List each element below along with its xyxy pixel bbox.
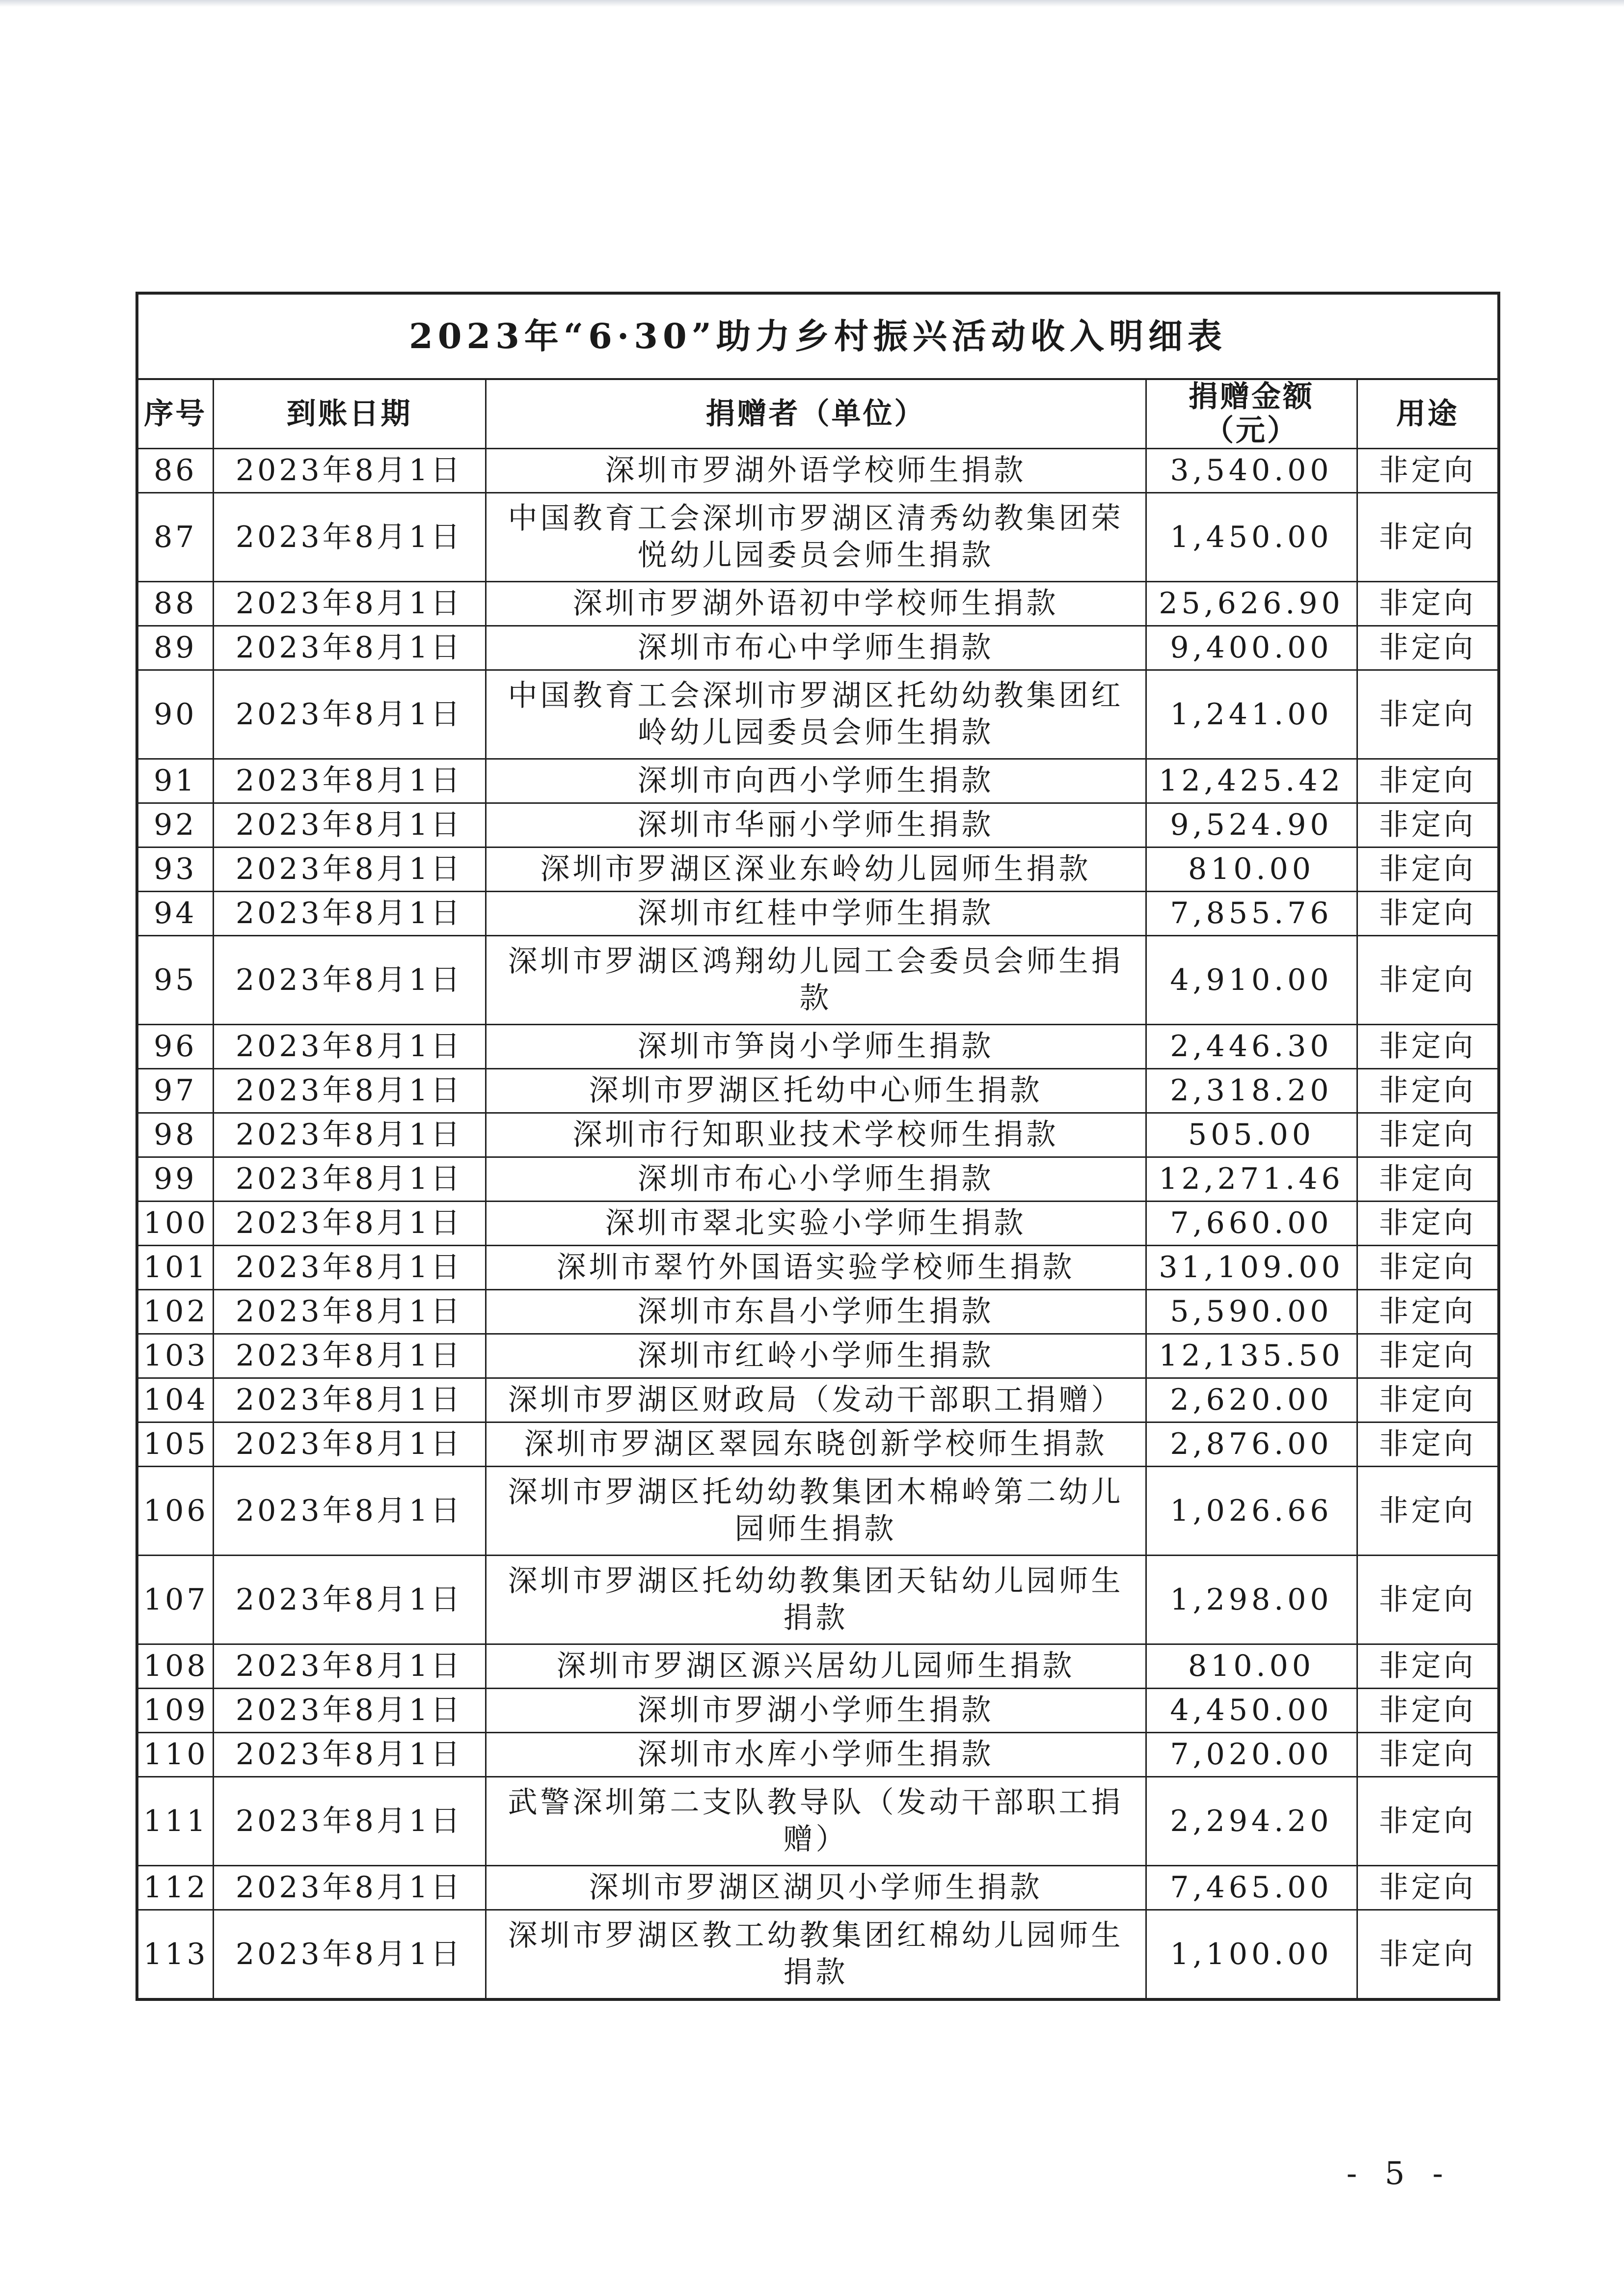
amount-cell: 5,590.00 <box>1146 1290 1357 1334</box>
amount-cell: 4,910.00 <box>1146 936 1357 1025</box>
amount-cell: 2,876.00 <box>1146 1422 1357 1467</box>
donor-cell: 深圳市红岭小学师生捐款 <box>486 1334 1146 1378</box>
row-number-cell: 110 <box>137 1733 213 1777</box>
row-number-cell: 88 <box>137 582 213 626</box>
table-row <box>137 626 1499 670</box>
table-row <box>137 847 1499 892</box>
date-cell: 2023年8月1日 <box>213 1910 486 2000</box>
date-cell: 2023年8月1日 <box>213 1290 486 1334</box>
usage-cell: 非定向 <box>1357 1733 1499 1777</box>
table-row <box>137 936 1499 1025</box>
row-number-cell: 98 <box>137 1113 213 1157</box>
date-cell: 2023年8月1日 <box>213 1777 486 1866</box>
usage-cell: 非定向 <box>1357 1689 1499 1733</box>
donor-cell: 深圳市罗湖小学师生捐款 <box>486 1689 1146 1733</box>
amount-cell: 12,425.42 <box>1146 759 1357 803</box>
date-cell: 2023年8月1日 <box>213 1334 486 1378</box>
row-number-cell: 92 <box>137 803 213 847</box>
donor-cell: 深圳市布心小学师生捐款 <box>486 1157 1146 1202</box>
row-number-cell: 99 <box>137 1157 213 1202</box>
column-header-date: 到账日期 <box>213 379 486 449</box>
donor-cell: 深圳市红桂中学师生捐款 <box>486 892 1146 936</box>
row-number-cell: 86 <box>137 449 213 493</box>
date-cell: 2023年8月1日 <box>213 1069 486 1113</box>
date-cell: 2023年8月1日 <box>213 1733 486 1777</box>
amount-cell: 9,400.00 <box>1146 626 1357 670</box>
row-number-cell: 93 <box>137 847 213 892</box>
usage-cell: 非定向 <box>1357 1246 1499 1290</box>
donor-cell: 深圳市华丽小学师生捐款 <box>486 803 1146 847</box>
usage-cell: 非定向 <box>1357 1290 1499 1334</box>
row-number-cell: 105 <box>137 1422 213 1467</box>
row-number-cell: 103 <box>137 1334 213 1378</box>
donor-cell: 深圳市罗湖区深业东岭幼儿园师生捐款 <box>486 847 1146 892</box>
amount-cell: 505.00 <box>1146 1113 1357 1157</box>
table-row <box>137 1689 1499 1733</box>
table-row <box>137 449 1499 493</box>
donor-cell: 深圳市罗湖区翠园东晓创新学校师生捐款 <box>486 1422 1146 1467</box>
table-row <box>137 1334 1499 1378</box>
usage-cell: 非定向 <box>1357 803 1499 847</box>
date-cell: 2023年8月1日 <box>213 493 486 582</box>
scan-edge <box>0 0 1624 7</box>
amount-cell: 1,298.00 <box>1146 1556 1357 1644</box>
table-row <box>137 1556 1499 1644</box>
usage-cell: 非定向 <box>1357 582 1499 626</box>
donor-cell: 深圳市向西小学师生捐款 <box>486 759 1146 803</box>
column-header-donor: 捐赠者（单位） <box>486 379 1146 449</box>
column-header-amount: 捐赠金额（元） <box>1146 379 1357 449</box>
table-row <box>137 1733 1499 1777</box>
row-number-cell: 101 <box>137 1246 213 1290</box>
donor-cell: 深圳市罗湖区财政局（发动干部职工捐赠） <box>486 1378 1146 1422</box>
row-number-cell: 108 <box>137 1644 213 1689</box>
usage-cell: 非定向 <box>1357 1422 1499 1467</box>
date-cell: 2023年8月1日 <box>213 582 486 626</box>
donor-cell: 深圳市罗湖外语学校师生捐款 <box>486 449 1146 493</box>
table-row <box>137 1069 1499 1113</box>
usage-cell: 非定向 <box>1357 449 1499 493</box>
date-cell: 2023年8月1日 <box>213 1644 486 1689</box>
donor-cell: 深圳市东昌小学师生捐款 <box>486 1290 1146 1334</box>
donor-cell: 深圳市罗湖外语初中学校师生捐款 <box>486 582 1146 626</box>
date-cell: 2023年8月1日 <box>213 1422 486 1467</box>
row-number-cell: 87 <box>137 493 213 582</box>
usage-cell: 非定向 <box>1357 1910 1499 2000</box>
table-row <box>137 1777 1499 1866</box>
usage-cell: 非定向 <box>1357 1556 1499 1644</box>
usage-cell: 非定向 <box>1357 847 1499 892</box>
row-number-cell: 112 <box>137 1866 213 1910</box>
usage-cell: 非定向 <box>1357 759 1499 803</box>
date-cell: 2023年8月1日 <box>213 1246 486 1290</box>
amount-cell: 1,241.00 <box>1146 670 1357 759</box>
table-row <box>137 1467 1499 1556</box>
donor-cell: 深圳市行知职业技术学校师生捐款 <box>486 1113 1146 1157</box>
usage-cell: 非定向 <box>1357 1334 1499 1378</box>
usage-cell: 非定向 <box>1357 493 1499 582</box>
table-row <box>137 582 1499 626</box>
date-cell: 2023年8月1日 <box>213 1025 486 1069</box>
row-number-cell: 104 <box>137 1378 213 1422</box>
usage-cell: 非定向 <box>1357 1777 1499 1866</box>
donor-cell: 深圳市罗湖区托幼幼教集团天钻幼儿园师生捐款 <box>486 1556 1146 1644</box>
amount-cell: 4,450.00 <box>1146 1689 1357 1733</box>
date-cell: 2023年8月1日 <box>213 1866 486 1910</box>
usage-cell: 非定向 <box>1357 936 1499 1025</box>
donor-cell: 深圳市翠竹外国语实验学校师生捐款 <box>486 1246 1146 1290</box>
amount-cell: 810.00 <box>1146 1644 1357 1689</box>
date-cell: 2023年8月1日 <box>213 936 486 1025</box>
usage-cell: 非定向 <box>1357 670 1499 759</box>
amount-cell: 1,100.00 <box>1146 1910 1357 2000</box>
table-row <box>137 1157 1499 1202</box>
column-header-no: 序号 <box>137 379 213 449</box>
table-row <box>137 670 1499 759</box>
usage-cell: 非定向 <box>1357 1157 1499 1202</box>
amount-cell: 1,450.00 <box>1146 493 1357 582</box>
row-number-cell: 100 <box>137 1202 213 1246</box>
date-cell: 2023年8月1日 <box>213 1157 486 1202</box>
donor-cell: 深圳市水库小学师生捐款 <box>486 1733 1146 1777</box>
usage-cell: 非定向 <box>1357 1025 1499 1069</box>
usage-cell: 非定向 <box>1357 626 1499 670</box>
row-number-cell: 90 <box>137 670 213 759</box>
date-cell: 2023年8月1日 <box>213 1202 486 1246</box>
amount-cell: 9,524.90 <box>1146 803 1357 847</box>
amount-cell: 2,318.20 <box>1146 1069 1357 1113</box>
donor-cell: 深圳市罗湖区托幼幼教集团木棉岭第二幼儿园师生捐款 <box>486 1467 1146 1556</box>
date-cell: 2023年8月1日 <box>213 1556 486 1644</box>
row-number-cell: 95 <box>137 936 213 1025</box>
row-number-cell: 94 <box>137 892 213 936</box>
page-number: - 5 - <box>1346 2156 1452 2192</box>
usage-cell: 非定向 <box>1357 1866 1499 1910</box>
amount-cell: 2,294.20 <box>1146 1777 1357 1866</box>
date-cell: 2023年8月1日 <box>213 670 486 759</box>
amount-cell: 2,446.30 <box>1146 1025 1357 1069</box>
donor-cell: 深圳市罗湖区湖贝小学师生捐款 <box>486 1866 1146 1910</box>
row-number-cell: 113 <box>137 1910 213 2000</box>
donor-cell: 深圳市笋岗小学师生捐款 <box>486 1025 1146 1069</box>
date-cell: 2023年8月1日 <box>213 1113 486 1157</box>
table-title: 2023年“6·30”助力乡村振兴活动收入明细表 <box>137 293 1499 379</box>
amount-cell: 3,540.00 <box>1146 449 1357 493</box>
date-cell: 2023年8月1日 <box>213 1689 486 1733</box>
usage-cell: 非定向 <box>1357 1069 1499 1113</box>
row-number-cell: 89 <box>137 626 213 670</box>
table-row <box>137 803 1499 847</box>
usage-cell: 非定向 <box>1357 892 1499 936</box>
row-number-cell: 91 <box>137 759 213 803</box>
date-cell: 2023年8月1日 <box>213 1378 486 1422</box>
table-body <box>137 449 1499 2000</box>
donor-cell: 武警深圳第二支队教导队（发动干部职工捐赠） <box>486 1777 1146 1866</box>
amount-cell: 31,109.00 <box>1146 1246 1357 1290</box>
usage-cell: 非定向 <box>1357 1378 1499 1422</box>
donor-cell: 深圳市布心中学师生捐款 <box>486 626 1146 670</box>
row-number-cell: 102 <box>137 1290 213 1334</box>
amount-cell: 810.00 <box>1146 847 1357 892</box>
table-row <box>137 1866 1499 1910</box>
amount-cell: 7,020.00 <box>1146 1733 1357 1777</box>
date-cell: 2023年8月1日 <box>213 803 486 847</box>
income-detail-table <box>135 292 1500 2001</box>
date-cell: 2023年8月1日 <box>213 626 486 670</box>
date-cell: 2023年8月1日 <box>213 449 486 493</box>
amount-cell: 12,135.50 <box>1146 1334 1357 1378</box>
row-number-cell: 106 <box>137 1467 213 1556</box>
table-row <box>137 1290 1499 1334</box>
donor-cell: 深圳市罗湖区鸿翔幼儿园工会委员会师生捐款 <box>486 936 1146 1025</box>
table-row <box>137 493 1499 582</box>
donor-cell: 中国教育工会深圳市罗湖区托幼幼教集团红岭幼儿园委员会师生捐款 <box>486 670 1146 759</box>
table-row <box>137 1910 1499 2000</box>
table-row <box>137 892 1499 936</box>
table-row <box>137 1113 1499 1157</box>
donor-cell: 深圳市罗湖区教工幼教集团红棉幼儿园师生捐款 <box>486 1910 1146 2000</box>
amount-cell: 1,026.66 <box>1146 1467 1357 1556</box>
row-number-cell: 96 <box>137 1025 213 1069</box>
column-header-usage: 用途 <box>1357 379 1499 449</box>
table-row <box>137 1202 1499 1246</box>
table-row <box>137 1246 1499 1290</box>
table-row <box>137 1422 1499 1467</box>
date-cell: 2023年8月1日 <box>213 759 486 803</box>
date-cell: 2023年8月1日 <box>213 847 486 892</box>
donor-cell: 深圳市罗湖区托幼中心师生捐款 <box>486 1069 1146 1113</box>
date-cell: 2023年8月1日 <box>213 892 486 936</box>
donor-cell: 深圳市翠北实验小学师生捐款 <box>486 1202 1146 1246</box>
amount-cell: 25,626.90 <box>1146 582 1357 626</box>
row-number-cell: 97 <box>137 1069 213 1113</box>
amount-cell: 12,271.46 <box>1146 1157 1357 1202</box>
usage-cell: 非定向 <box>1357 1467 1499 1556</box>
amount-cell: 7,660.00 <box>1146 1202 1357 1246</box>
amount-cell: 7,855.76 <box>1146 892 1357 936</box>
amount-cell: 7,465.00 <box>1146 1866 1357 1910</box>
donor-cell: 深圳市罗湖区源兴居幼儿园师生捐款 <box>486 1644 1146 1689</box>
amount-cell: 2,620.00 <box>1146 1378 1357 1422</box>
table-row <box>137 1378 1499 1422</box>
row-number-cell: 109 <box>137 1689 213 1733</box>
table-row <box>137 759 1499 803</box>
usage-cell: 非定向 <box>1357 1113 1499 1157</box>
usage-cell: 非定向 <box>1357 1644 1499 1689</box>
table-row <box>137 1644 1499 1689</box>
row-number-cell: 111 <box>137 1777 213 1866</box>
donor-cell: 中国教育工会深圳市罗湖区清秀幼教集团荣悦幼儿园委员会师生捐款 <box>486 493 1146 582</box>
usage-cell: 非定向 <box>1357 1202 1499 1246</box>
table-row <box>137 1025 1499 1069</box>
row-number-cell: 107 <box>137 1556 213 1644</box>
date-cell: 2023年8月1日 <box>213 1467 486 1556</box>
